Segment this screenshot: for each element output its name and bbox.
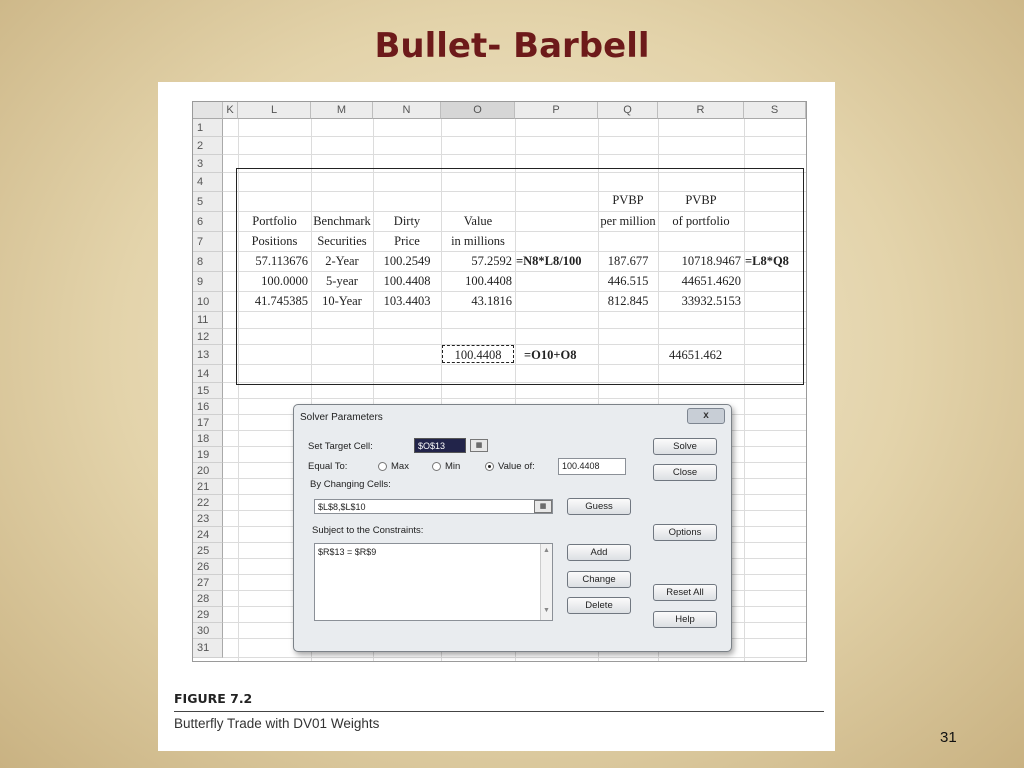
row-header[interactable]: 3 <box>193 155 223 173</box>
row-header[interactable]: 10 <box>193 292 223 312</box>
cell-o8[interactable]: 57.2592 <box>471 254 512 268</box>
changing-cells-label: By Changing Cells: <box>310 479 391 490</box>
value-of-input[interactable]: 100.4408 <box>558 458 626 475</box>
equal-to-label: Equal To: <box>308 461 348 472</box>
col-header-k[interactable]: K <box>223 102 238 119</box>
row-header[interactable]: 21 <box>193 479 223 495</box>
gridline <box>223 136 806 137</box>
row-header[interactable]: 26 <box>193 559 223 575</box>
cell-n7[interactable]: Price <box>394 234 420 248</box>
cell-r9[interactable]: 44651.4620 <box>681 274 741 288</box>
reset-all-button[interactable]: Reset All <box>653 584 717 601</box>
row-header[interactable]: 12 <box>193 329 223 345</box>
cell-o9[interactable]: 100.4408 <box>465 274 512 288</box>
min-radio[interactable] <box>432 462 441 471</box>
constraints-list[interactable] <box>314 543 553 621</box>
row-header[interactable]: 16 <box>193 399 223 415</box>
col-header-s[interactable]: S <box>744 102 806 119</box>
row-header[interactable]: 27 <box>193 575 223 591</box>
cell-m6[interactable]: Benchmark <box>313 214 371 228</box>
row-header[interactable]: 17 <box>193 415 223 431</box>
cell-o10[interactable]: 43.1816 <box>471 294 512 308</box>
value-of-radio[interactable] <box>485 462 494 471</box>
constraints-label: Subject to the Constraints: <box>312 525 424 536</box>
set-target-label: Set Target Cell: <box>308 441 373 452</box>
row-header[interactable]: 29 <box>193 607 223 623</box>
options-button[interactable]: Options <box>653 524 717 541</box>
cell-l9[interactable]: 100.0000 <box>261 274 308 288</box>
row-header[interactable]: 7 <box>193 232 223 252</box>
caption-divider <box>174 711 824 712</box>
min-label: Min <box>445 461 461 472</box>
row-header[interactable]: 24 <box>193 527 223 543</box>
row-header[interactable]: 14 <box>193 365 223 383</box>
cell-q5[interactable]: PVBP <box>612 193 644 207</box>
figure-caption: Butterfly Trade with DV01 Weights <box>174 716 380 731</box>
close-icon[interactable]: x <box>687 408 725 424</box>
cell-p13[interactable]: =O10+O8 <box>524 348 577 362</box>
row-header[interactable]: 1 <box>193 119 223 137</box>
cell-n9[interactable]: 100.4408 <box>383 274 431 288</box>
row-header[interactable]: 5 <box>193 192 223 212</box>
spreadsheet <box>192 101 807 662</box>
row-header[interactable]: 6 <box>193 212 223 232</box>
change-button[interactable]: Change <box>567 571 631 588</box>
row-header[interactable]: 19 <box>193 447 223 463</box>
cell-l8[interactable]: 57.113676 <box>255 254 308 268</box>
col-header-n[interactable]: N <box>373 102 441 119</box>
cell-n6[interactable]: Dirty <box>393 214 421 228</box>
cell-m10[interactable]: 10-Year <box>322 294 362 308</box>
delete-button[interactable]: Delete <box>567 597 631 614</box>
row-header[interactable]: 4 <box>193 173 223 192</box>
cell-p8[interactable]: =N8*L8/100 <box>516 254 582 268</box>
cell-r8[interactable]: 10718.9467 <box>681 254 741 268</box>
cell-r6[interactable]: of portfolio <box>672 214 730 228</box>
cell-r5[interactable]: PVBP <box>685 193 717 207</box>
cell-q8[interactable]: 187.677 <box>607 254 649 268</box>
solve-button[interactable]: Solve <box>653 438 717 455</box>
close-button[interactable]: Close <box>653 464 717 481</box>
value-of-label: Value of: <box>498 461 535 472</box>
row-header[interactable]: 31 <box>193 639 223 658</box>
cell-s8[interactable]: =L8*Q8 <box>745 254 789 268</box>
gridline <box>223 154 806 155</box>
cell-m8[interactable]: 2-Year <box>325 254 359 268</box>
select-all-corner[interactable] <box>193 102 223 119</box>
cell-r10[interactable]: 33932.5153 <box>681 294 741 308</box>
row-header[interactable]: 28 <box>193 591 223 607</box>
cell-l10[interactable]: 41.745385 <box>254 294 308 308</box>
cell-q9[interactable]: 446.515 <box>607 274 649 288</box>
changing-cells-input[interactable]: $L$8,$L$10 <box>314 499 553 514</box>
figure-label: FIGURE 7.2 <box>174 691 253 706</box>
row-header[interactable]: 22 <box>193 495 223 511</box>
scroll-up-icon[interactable]: ▲ <box>543 547 550 554</box>
range-picker-icon[interactable]: ▦ <box>470 439 488 452</box>
col-header-r[interactable]: R <box>658 102 744 119</box>
constraints-scrollbar[interactable] <box>540 544 552 620</box>
scroll-down-icon[interactable]: ▼ <box>543 607 550 614</box>
figure-panel <box>158 82 835 751</box>
row-header[interactable]: 2 <box>193 137 223 155</box>
row-header[interactable]: 8 <box>193 252 223 272</box>
col-header-o[interactable]: O <box>441 102 515 119</box>
cell-r13[interactable]: 44651.462 <box>669 348 723 362</box>
row-header[interactable]: 15 <box>193 383 223 399</box>
cell-n8[interactable]: 100.2549 <box>383 254 431 268</box>
row-header[interactable]: 18 <box>193 431 223 447</box>
dialog-title: Solver Parameters <box>300 412 383 423</box>
cell-m9[interactable]: 5-year <box>326 274 358 288</box>
col-header-m[interactable]: M <box>311 102 373 119</box>
max-label: Max <box>391 461 409 472</box>
cell-o7[interactable]: in millions <box>451 234 505 248</box>
col-header-p[interactable]: P <box>515 102 598 119</box>
col-header-q[interactable]: Q <box>598 102 658 119</box>
help-button[interactable]: Help <box>653 611 717 628</box>
col-header-l[interactable]: L <box>238 102 311 119</box>
row-header[interactable]: 30 <box>193 623 223 639</box>
cell-o6[interactable]: Value <box>463 214 493 228</box>
set-target-input[interactable]: $O$13 <box>414 438 466 453</box>
gridline <box>223 398 806 399</box>
cell-m7[interactable]: Securities <box>317 234 367 248</box>
add-button[interactable]: Add <box>567 544 631 561</box>
cell-q6[interactable]: per million <box>600 214 656 228</box>
row-header[interactable]: 25 <box>193 543 223 559</box>
row-header[interactable]: 20 <box>193 463 223 479</box>
constraint-item[interactable]: $R$13 = $R$9 <box>318 547 377 557</box>
max-radio[interactable] <box>378 462 387 471</box>
slide-title: Bullet- Barbell <box>374 26 650 66</box>
row-header[interactable]: 11 <box>193 312 223 329</box>
range-picker-icon[interactable]: ▦ <box>534 500 552 513</box>
row-header[interactable]: 9 <box>193 272 223 292</box>
cell-l7[interactable]: Positions <box>251 234 298 248</box>
row-header[interactable]: 13 <box>193 345 223 365</box>
guess-button[interactable]: Guess <box>567 498 631 515</box>
cell-l6[interactable]: Portfolio <box>252 214 297 228</box>
page-number: 31 <box>940 729 957 746</box>
cell-q10[interactable]: 812.845 <box>607 294 649 308</box>
cell-o13-selected[interactable]: 100.4408 <box>442 345 514 363</box>
solver-dialog <box>293 404 732 652</box>
cell-n10[interactable]: 103.4403 <box>383 294 431 308</box>
row-header[interactable]: 23 <box>193 511 223 527</box>
gridline <box>223 657 806 658</box>
